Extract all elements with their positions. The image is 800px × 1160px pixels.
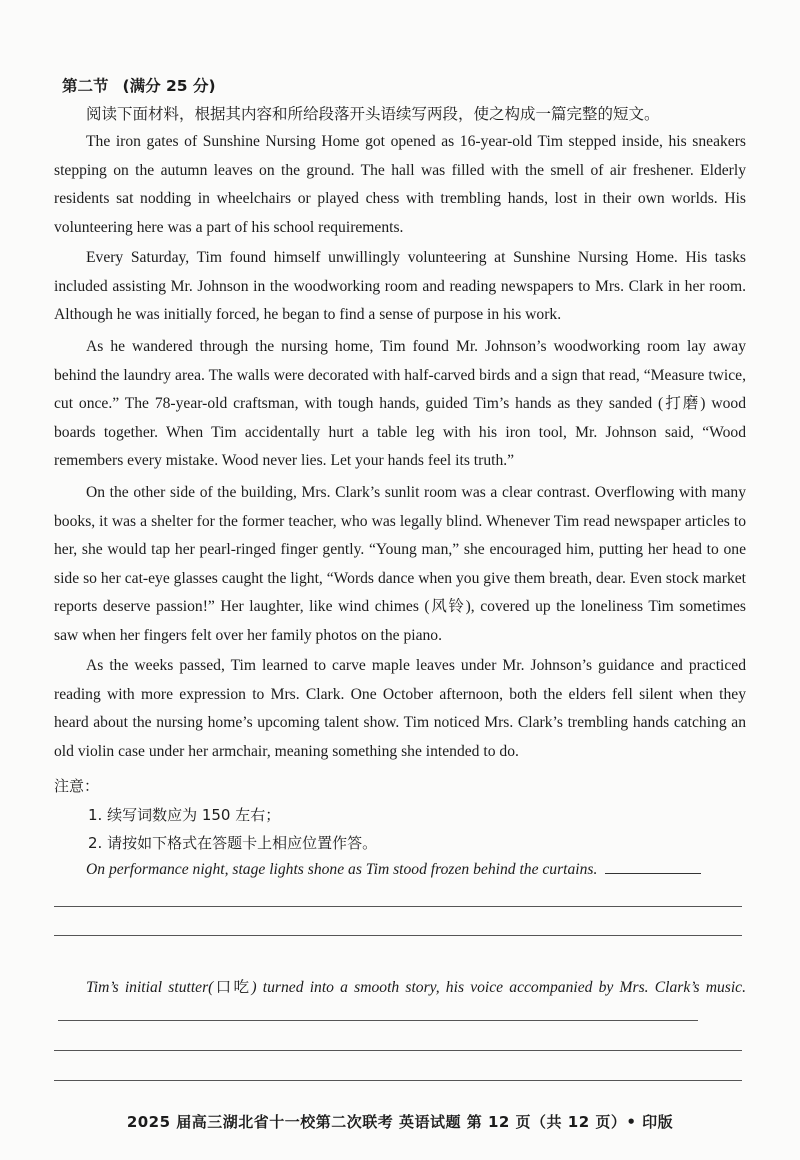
answer-line[interactable] xyxy=(54,935,742,936)
passage-paragraph-3: As he wandered through the nursing home, Tim found Mr. Johnson’s woodworking room lay away behind the laundry area. The walls were decorated with half-carved birds and a sign that read, “Measure twice, cut once.” The 78-year-old craftsman, with tough hands, guided Tim’s hands as they sanded (打磨) wood boards together. When Tim accidentally hurt a table leg with his iron tool, Mr. Johnson said, “Wood remembers every mistake. Wood never lies. Let your hands feel its truth.” xyxy=(54,338,746,469)
continuation-prompt-2 xyxy=(54,973,746,1031)
prompt-2-chinese: 口吃 xyxy=(213,979,252,996)
answer-line[interactable] xyxy=(54,1080,742,1081)
answer-line[interactable] xyxy=(54,906,742,907)
passage-paragraph-2: Every Saturday, Tim found himself unwillingly volunteering at Sunshine Nursing Home. His tasks included assisting Mr. Johnson in the woodworking room and reading newspapers to Mrs. Clark in her room. Although he was initially forced, he began to find a sense of purpose in his work. xyxy=(54,249,746,323)
answer-blank-inline[interactable] xyxy=(58,1008,698,1021)
task-instruction: 阅读下面材料，根据其内容和所给段落开头语续写两段，使之构成一篇完整的短文。 xyxy=(86,105,660,123)
page-footer: 2025 届高三湖北省十一校第二次联考 英语试题 第 12 页（共 12 页）• 印版 xyxy=(126,1113,674,1131)
notes-heading: 注意： xyxy=(54,777,100,795)
section-heading xyxy=(62,74,216,96)
passage-paragraph-1: The iron gates of Sunshine Nursing Home got opened as 16-year-old Tim stepped inside, his sneakers stepping on the autumn leaves on the ground. The hall was filled with the smell of air freshener. Elderly residents sat nodding in wheelchairs or played chess with trembling hands, lost in their own worlds. His volunteering here was a part of his school requirements. xyxy=(54,133,746,236)
section-points: (满分 25 分) xyxy=(122,77,216,95)
answer-blank-inline[interactable] xyxy=(605,859,701,874)
answer-line[interactable] xyxy=(54,1050,742,1051)
passage-paragraph-4: On the other side of the building, Mrs. Clark’s sunlit room was a clear contrast. Overflowing with many books, it was a shelter for the former teacher, who was legally blind. Whenever Tim read newspaper articles to her, she would tap her pearl-ringed finger gently. “Young man,” she encouraged him, putting her head to one side so her cat-eye glasses caught the light, “Words dance when you give them breath, dear. Even stock market reports deserve passion!” Her laughter, like wind chimes (风铃), covered up the loneliness Tim sometimes saw when her fingers felt over her family photos on the piano. xyxy=(54,484,746,644)
prompt-2-text-a: Tim’s initial stutter( xyxy=(86,979,214,996)
passage-paragraph-5: As the weeks passed, Tim learned to carve maple leaves under Mr. Johnson’s guidance and practiced reading with more expression to Mrs. Clark. One October afternoon, both the elders fell silent when they heard about the nursing home’s upcoming talent show. Tim noticed Mrs. Clark’s trembling hands catching an old violin case under her armchair, meaning something she intended to do. xyxy=(54,657,746,760)
note-item-2: 2. 请按如下格式在答题卡上相应位置作答。 xyxy=(88,834,378,852)
note-item-1: 1. 续写词数应为 150 左右； xyxy=(88,806,281,824)
section-title: 第二节 xyxy=(62,77,109,95)
prompt-1-text: On performance night, stage lights shone as Tim stood frozen behind the curtains. xyxy=(86,861,598,878)
continuation-prompt-1 xyxy=(86,859,701,879)
prompt-2-text-b: ) turned into a smooth story, his voice accompanied by Mrs. Clark’s music. xyxy=(251,979,746,996)
